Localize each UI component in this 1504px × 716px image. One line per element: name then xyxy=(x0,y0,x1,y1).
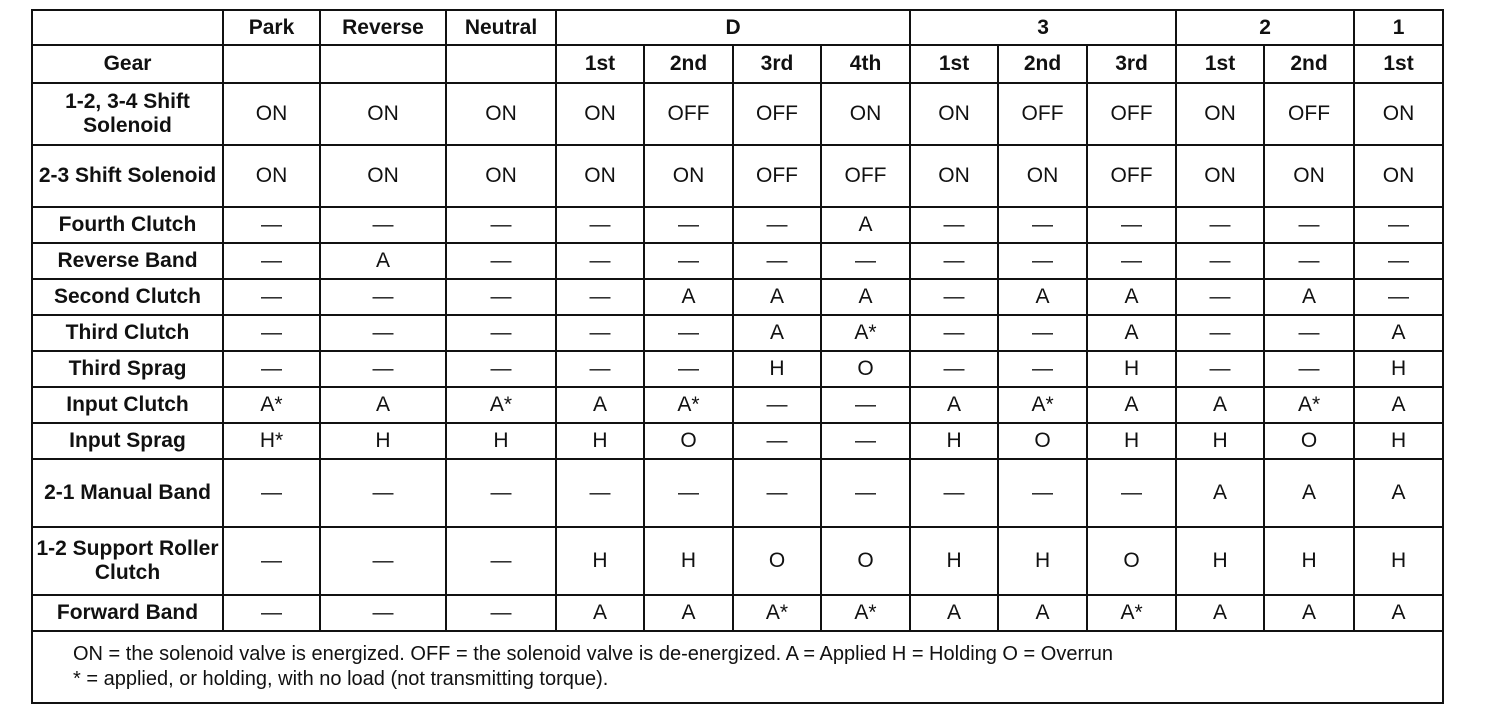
table-cell: — xyxy=(910,351,998,387)
table-cell: A* xyxy=(733,595,821,631)
table-cell: ON xyxy=(556,83,644,145)
row-label: Third Sprag xyxy=(32,351,223,387)
table-cell: ON xyxy=(320,145,446,207)
table-cell: ON xyxy=(556,145,644,207)
table-cell: — xyxy=(1176,315,1264,351)
table-cell: A xyxy=(1087,315,1176,351)
row-label: Input Sprag xyxy=(32,423,223,459)
table-cell: A* xyxy=(1264,387,1354,423)
table-cell: H xyxy=(556,527,644,595)
table-cell: H xyxy=(733,351,821,387)
subgear-cell: 3rd xyxy=(733,45,821,83)
table-cell: O xyxy=(998,423,1087,459)
table-cell: A xyxy=(1354,459,1443,527)
table-cell: O xyxy=(1087,527,1176,595)
table-cell: — xyxy=(733,243,821,279)
table-cell: — xyxy=(644,315,733,351)
table-cell: — xyxy=(644,207,733,243)
table-cell: — xyxy=(1354,243,1443,279)
table-cell: H xyxy=(644,527,733,595)
table-cell: ON xyxy=(644,145,733,207)
table-cell: H xyxy=(910,423,998,459)
table-cell: H xyxy=(1176,527,1264,595)
table-cell: ON xyxy=(1354,83,1443,145)
corner-cell xyxy=(32,10,223,45)
table-cell: — xyxy=(320,351,446,387)
table-cell: — xyxy=(1176,243,1264,279)
table-cell: A xyxy=(1264,459,1354,527)
subgear-cell: 1st xyxy=(556,45,644,83)
table-cell: O xyxy=(821,527,910,595)
row-label: 2-1 Manual Band xyxy=(32,459,223,527)
subgear-cell: 1st xyxy=(1354,45,1443,83)
table-cell: A xyxy=(1354,595,1443,631)
table-cell: OFF xyxy=(998,83,1087,145)
table-cell: O xyxy=(1264,423,1354,459)
table-cell: A xyxy=(1264,595,1354,631)
subgear-cell: 2nd xyxy=(998,45,1087,83)
table-cell: A xyxy=(556,387,644,423)
subgear-cell xyxy=(223,45,320,83)
table-cell: — xyxy=(733,423,821,459)
group-3: 3 xyxy=(910,10,1176,45)
table-cell: A xyxy=(644,279,733,315)
subgear-cell: 4th xyxy=(821,45,910,83)
subgear-cell: 1st xyxy=(1176,45,1264,83)
table-cell: — xyxy=(910,459,998,527)
table-cell: H xyxy=(1087,351,1176,387)
table-cell: A xyxy=(733,279,821,315)
table-cell: — xyxy=(320,527,446,595)
table-cell: — xyxy=(446,243,556,279)
table-cell: — xyxy=(223,279,320,315)
table-cell: ON xyxy=(320,83,446,145)
table-cell: A xyxy=(320,387,446,423)
table-cell: A* xyxy=(821,315,910,351)
table-cell: A xyxy=(1264,279,1354,315)
table-cell: — xyxy=(320,595,446,631)
group-header-row xyxy=(32,10,1443,45)
group-1: 1 xyxy=(1354,10,1443,45)
table-cell: — xyxy=(1087,207,1176,243)
table-cell: ON xyxy=(1176,83,1264,145)
table-cell: ON xyxy=(821,83,910,145)
table-cell: A xyxy=(910,595,998,631)
table-cell: — xyxy=(556,279,644,315)
table-row xyxy=(32,459,1443,527)
table-cell: A xyxy=(1176,387,1264,423)
table-cell: OFF xyxy=(1087,83,1176,145)
table-cell: H* xyxy=(223,423,320,459)
group-neutral: Neutral xyxy=(446,10,556,45)
table-row xyxy=(32,145,1443,207)
table-cell: — xyxy=(223,595,320,631)
table-cell: — xyxy=(1264,243,1354,279)
table-cell: — xyxy=(644,459,733,527)
table-cell: — xyxy=(1354,279,1443,315)
group-d: D xyxy=(556,10,910,45)
legend-cell xyxy=(32,631,1443,703)
table-cell: A xyxy=(1354,387,1443,423)
row-label: 1-2 Support Roller Clutch xyxy=(32,527,223,595)
table-cell: H xyxy=(910,527,998,595)
row-label: Fourth Clutch xyxy=(32,207,223,243)
shift-chart xyxy=(31,9,1442,704)
table-cell: — xyxy=(733,387,821,423)
table-cell: O xyxy=(644,423,733,459)
legend-line-1: ON = the solenoid valve is energized. OFF = the solenoid valve is de-energized. A = Applied H = Holding O = Overrun xyxy=(73,643,1114,665)
table-row xyxy=(32,387,1443,423)
table-cell: A xyxy=(320,243,446,279)
table-cell: — xyxy=(644,243,733,279)
table-cell: OFF xyxy=(1087,145,1176,207)
table-cell: — xyxy=(910,279,998,315)
table-cell: H xyxy=(1264,527,1354,595)
table-cell: OFF xyxy=(821,145,910,207)
table-cell: — xyxy=(446,459,556,527)
row-label: Third Clutch xyxy=(32,315,223,351)
subgear-cell: 2nd xyxy=(1264,45,1354,83)
table-row xyxy=(32,595,1443,631)
table-cell: O xyxy=(733,527,821,595)
table-cell: OFF xyxy=(644,83,733,145)
subgear-cell xyxy=(320,45,446,83)
table-cell: OFF xyxy=(733,83,821,145)
table-cell: — xyxy=(556,207,644,243)
shift-table xyxy=(31,9,1444,704)
table-cell: — xyxy=(1176,207,1264,243)
row-label: Forward Band xyxy=(32,595,223,631)
table-cell: A xyxy=(1087,279,1176,315)
table-cell: A xyxy=(821,279,910,315)
table-cell: H xyxy=(1087,423,1176,459)
table-cell: ON xyxy=(446,145,556,207)
table-cell: A xyxy=(1354,315,1443,351)
table-cell: — xyxy=(910,243,998,279)
table-cell: — xyxy=(821,423,910,459)
table-cell: — xyxy=(320,459,446,527)
row-label: Reverse Band xyxy=(32,243,223,279)
table-cell: — xyxy=(998,207,1087,243)
table-cell: ON xyxy=(1176,145,1264,207)
table-cell: A xyxy=(733,315,821,351)
group-park: Park xyxy=(223,10,320,45)
legend-line-2: * = applied, or holding, with no load (not transmitting torque). xyxy=(73,668,609,690)
table-cell: — xyxy=(320,207,446,243)
table-cell: A xyxy=(556,595,644,631)
table-cell: — xyxy=(446,351,556,387)
table-cell: — xyxy=(556,351,644,387)
table-cell: — xyxy=(998,315,1087,351)
table-cell: A* xyxy=(821,595,910,631)
table-cell: — xyxy=(1087,243,1176,279)
table-cell: — xyxy=(733,459,821,527)
gear-label: Gear xyxy=(32,45,223,83)
table-cell: H xyxy=(1354,351,1443,387)
table-cell: — xyxy=(1176,279,1264,315)
table-cell: — xyxy=(223,527,320,595)
table-cell: H xyxy=(320,423,446,459)
table-row xyxy=(32,83,1443,145)
table-cell: — xyxy=(1264,351,1354,387)
table-cell: A xyxy=(1176,459,1264,527)
table-cell: — xyxy=(821,459,910,527)
table-cell: — xyxy=(821,387,910,423)
table-cell: — xyxy=(223,315,320,351)
table-cell: — xyxy=(1176,351,1264,387)
subgear-cell: 3rd xyxy=(1087,45,1176,83)
table-cell: A* xyxy=(644,387,733,423)
subgear-cell: 2nd xyxy=(644,45,733,83)
table-cell: ON xyxy=(1354,145,1443,207)
table-cell: ON xyxy=(910,83,998,145)
table-cell: ON xyxy=(1264,145,1354,207)
row-label: Second Clutch xyxy=(32,279,223,315)
table-cell: — xyxy=(446,595,556,631)
table-row xyxy=(32,527,1443,595)
row-label: Input Clutch xyxy=(32,387,223,423)
table-cell: H xyxy=(1354,423,1443,459)
table-cell: H xyxy=(556,423,644,459)
table-cell: — xyxy=(446,207,556,243)
table-cell: ON xyxy=(998,145,1087,207)
table-row xyxy=(32,315,1443,351)
table-cell: — xyxy=(223,459,320,527)
table-cell: H xyxy=(998,527,1087,595)
table-cell: A* xyxy=(1087,595,1176,631)
table-row xyxy=(32,207,1443,243)
subgear-cell xyxy=(446,45,556,83)
row-label: 1-2, 3-4 Shift Solenoid xyxy=(32,83,223,145)
table-cell: — xyxy=(1354,207,1443,243)
table-cell: — xyxy=(556,459,644,527)
group-reverse: Reverse xyxy=(320,10,446,45)
gear-header-row xyxy=(32,45,1443,83)
table-cell: — xyxy=(998,243,1087,279)
table-cell: — xyxy=(320,315,446,351)
subgear-cell: 1st xyxy=(910,45,998,83)
table-cell: ON xyxy=(910,145,998,207)
table-cell: — xyxy=(556,243,644,279)
table-cell: — xyxy=(223,243,320,279)
table-cell: A xyxy=(821,207,910,243)
table-cell: — xyxy=(223,351,320,387)
table-cell: H xyxy=(1176,423,1264,459)
table-cell: — xyxy=(998,351,1087,387)
table-cell: ON xyxy=(223,83,320,145)
table-row xyxy=(32,351,1443,387)
table-cell: A* xyxy=(998,387,1087,423)
table-cell: — xyxy=(556,315,644,351)
row-label: 2-3 Shift Solenoid xyxy=(32,145,223,207)
table-cell: — xyxy=(1264,315,1354,351)
table-cell: — xyxy=(910,315,998,351)
table-cell: — xyxy=(446,279,556,315)
table-cell: — xyxy=(223,207,320,243)
table-cell: — xyxy=(1264,207,1354,243)
table-cell: — xyxy=(910,207,998,243)
table-row xyxy=(32,279,1443,315)
table-cell: — xyxy=(644,351,733,387)
table-row xyxy=(32,243,1443,279)
table-cell: A xyxy=(1176,595,1264,631)
table-cell: — xyxy=(998,459,1087,527)
table-cell: ON xyxy=(223,145,320,207)
table-cell: ON xyxy=(446,83,556,145)
table-cell: — xyxy=(446,315,556,351)
table-cell: A xyxy=(998,595,1087,631)
table-cell: H xyxy=(446,423,556,459)
table-cell: A xyxy=(1087,387,1176,423)
table-cell: A* xyxy=(223,387,320,423)
table-cell: — xyxy=(446,527,556,595)
table-cell: OFF xyxy=(1264,83,1354,145)
table-cell: — xyxy=(1087,459,1176,527)
table-cell: A xyxy=(910,387,998,423)
table-row xyxy=(32,423,1443,459)
table-cell: H xyxy=(1354,527,1443,595)
table-cell: A xyxy=(644,595,733,631)
table-cell: A xyxy=(998,279,1087,315)
legend-row xyxy=(32,631,1443,703)
table-cell: — xyxy=(320,279,446,315)
table-cell: — xyxy=(733,207,821,243)
table-cell: — xyxy=(821,243,910,279)
table-cell: OFF xyxy=(733,145,821,207)
table-cell: A* xyxy=(446,387,556,423)
table-cell: O xyxy=(821,351,910,387)
group-2: 2 xyxy=(1176,10,1354,45)
